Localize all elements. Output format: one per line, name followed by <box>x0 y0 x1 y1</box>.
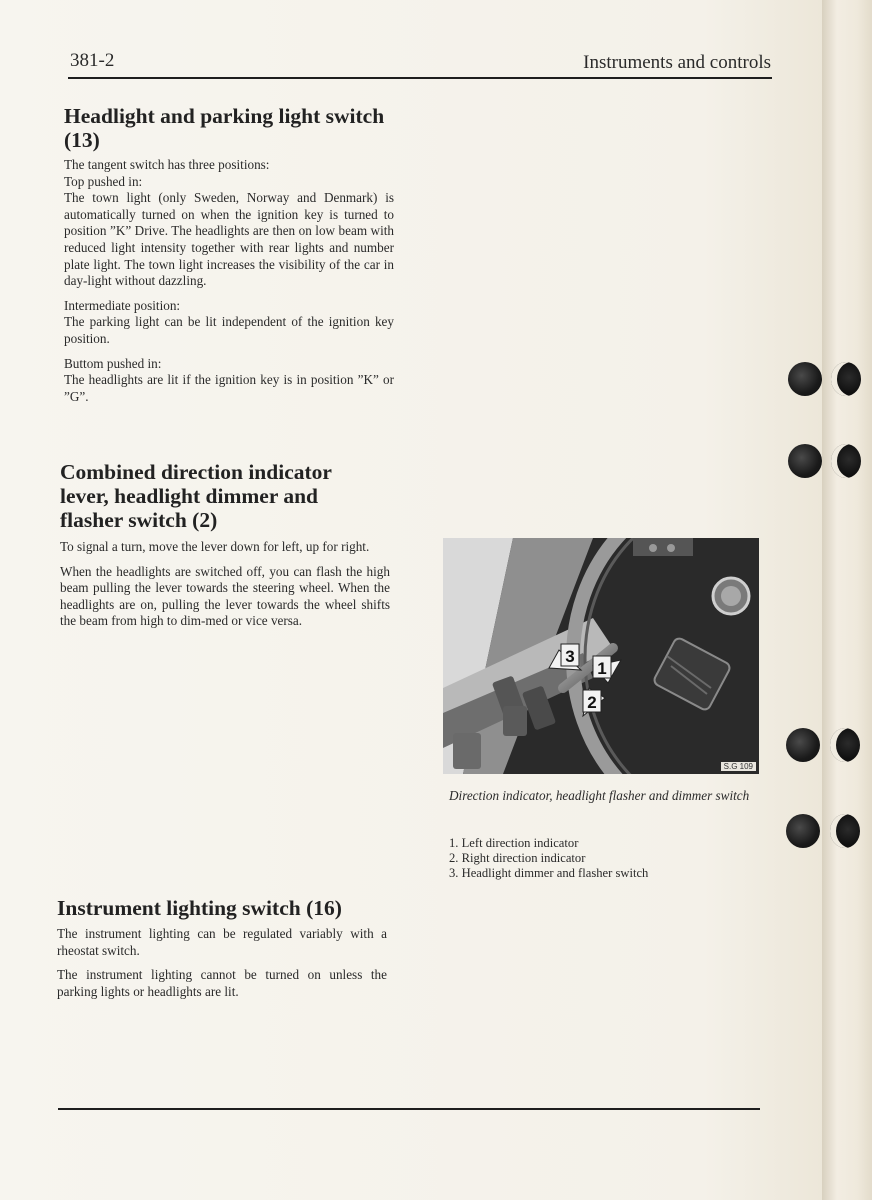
header-rule <box>68 77 772 79</box>
paragraph: The headlights are lit if the ignition key is in position ”K” or ”G”. <box>64 372 394 404</box>
paragraph: The parking light can be lit independent of the ignition key position. <box>64 314 394 346</box>
figure-marker: 1 <box>597 659 607 678</box>
section-body <box>57 926 387 1008</box>
binder-hole <box>831 444 861 478</box>
binder-hole <box>786 814 820 848</box>
figure-marker: 2 <box>587 693 597 712</box>
section-body <box>60 539 390 638</box>
binder-hole <box>786 728 820 762</box>
binder-hole <box>830 814 860 848</box>
paragraph: To signal a turn, move the lever down for left, up for right. <box>60 539 370 554</box>
paragraph: The instrument lighting cannot be turned on unless the parking lights or headlights are lit. <box>57 967 387 999</box>
figure-code: S.G 109 <box>721 762 756 771</box>
paragraph: When the headlights are switched off, you can flash the high beam pulling the lever towards the steering wheel. When the headlights are on, pulling the lever towards the wheel shifts the beam from high to dim-med or vice versa. <box>60 563 390 629</box>
dashboard-illustration <box>443 538 759 774</box>
paragraph: Intermediate position: <box>64 297 181 313</box>
section-heading: Instrument lighting switch (16) <box>57 896 342 920</box>
legend-item: 1. Left direction indicator <box>449 836 579 850</box>
running-header: Instruments and controls <box>583 52 771 73</box>
paragraph: The town light (only Sweden, Norway and Denmark) is automatically turned on when the ignition key is turned to position ”K” Drive. The headlights are then on low beam with reduced light intensity together with rear lights and number plate light. The town light increases the visibility of the car in day-light without dazzling. <box>64 190 394 289</box>
section-heading: Combined direction indicator lever, headlight dimmer and flasher switch (2) <box>60 460 332 532</box>
figure-photo <box>443 538 759 774</box>
paragraph: Buttom pushed in: <box>64 355 162 371</box>
section-body <box>64 157 394 413</box>
section-heading: Headlight and parking light switch (13) <box>64 104 385 152</box>
figure-legend <box>449 836 769 882</box>
binder-hole <box>831 362 861 396</box>
paragraph: The instrument lighting can be regulated variably with a rheostat switch. <box>57 926 387 958</box>
figure-caption: Direction indicator, headlight flasher and dimmer switch <box>449 788 750 803</box>
binder-spine <box>822 0 872 1200</box>
binder-hole <box>788 362 822 396</box>
legend-item: 2. Right direction indicator <box>449 851 586 866</box>
paragraph: Top pushed in: <box>64 173 143 189</box>
page-number: 381-2 <box>70 50 115 71</box>
footer-rule <box>58 1108 760 1110</box>
binder-hole <box>788 444 822 478</box>
figure-marker: 3 <box>565 647 575 666</box>
binder-hole <box>830 728 860 762</box>
paragraph: The tangent switch has three positions: <box>64 157 270 172</box>
legend-item: 3. Headlight dimmer and flasher switch <box>449 866 649 881</box>
